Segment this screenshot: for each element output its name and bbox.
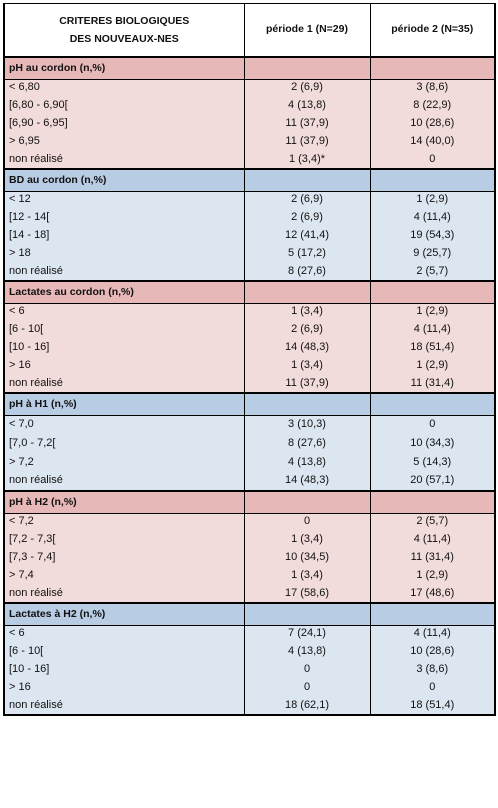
- section-spacer-cell: [370, 603, 495, 625]
- section-title: BD au cordon (n,%): [4, 169, 244, 191]
- section-header-row: [4, 491, 495, 513]
- period-1-value: 1 (3,4)*: [244, 151, 370, 169]
- table-row: [4, 434, 495, 453]
- row-label: [6 - 10[: [4, 643, 244, 661]
- period-1-value: 11 (37,9): [244, 115, 370, 133]
- period-1-value: 4 (13,8): [244, 453, 370, 472]
- table-row: [4, 472, 495, 491]
- header-period-2: période 2 (N=35): [370, 4, 495, 58]
- row-label: non réalisé: [4, 472, 244, 491]
- period-1-value: 1 (3,4): [244, 357, 370, 375]
- row-label: non réalisé: [4, 697, 244, 715]
- section-header-row: [4, 603, 495, 625]
- period-2-value: 0: [370, 679, 495, 697]
- period-2-value: 9 (25,7): [370, 245, 495, 263]
- section-spacer-cell: [244, 491, 370, 513]
- period-2-value: 20 (57,1): [370, 472, 495, 491]
- row-label: < 7,0: [4, 415, 244, 434]
- table-row: [4, 339, 495, 357]
- period-1-value: 14 (48,3): [244, 472, 370, 491]
- table-row: [4, 679, 495, 697]
- period-2-value: 3 (8,6): [370, 79, 495, 97]
- table-row: [4, 303, 495, 321]
- period-2-value: 0: [370, 415, 495, 434]
- table-row: [4, 321, 495, 339]
- row-label: < 6: [4, 625, 244, 643]
- period-1-value: 1 (3,4): [244, 531, 370, 549]
- table-row: [4, 227, 495, 245]
- section-title: Lactates à H2 (n,%): [4, 603, 244, 625]
- table-row: [4, 115, 495, 133]
- row-label: < 12: [4, 191, 244, 209]
- section-header-row: [4, 57, 495, 79]
- table-row: [4, 453, 495, 472]
- period-1-value: 2 (6,9): [244, 209, 370, 227]
- row-label: > 18: [4, 245, 244, 263]
- section-spacer-cell: [244, 169, 370, 191]
- period-2-value: 11 (31,4): [370, 375, 495, 393]
- row-label: [6 - 10[: [4, 321, 244, 339]
- table-row: [4, 263, 495, 281]
- table-row: [4, 585, 495, 603]
- period-1-value: 7 (24,1): [244, 625, 370, 643]
- section-spacer-cell: [370, 491, 495, 513]
- biological-criteria-table: [3, 3, 496, 716]
- period-1-value: 2 (6,9): [244, 79, 370, 97]
- header-row: [4, 4, 495, 58]
- header-criteria-line2: DES NOUVEAUX-NES: [69, 33, 179, 45]
- table-row: [4, 97, 495, 115]
- row-label: [6,90 - 6,95]: [4, 115, 244, 133]
- section-title: pH à H1 (n,%): [4, 393, 244, 415]
- table-row: [4, 531, 495, 549]
- table-row: [4, 567, 495, 585]
- period-2-value: 5 (14,3): [370, 453, 495, 472]
- table-row: [4, 415, 495, 434]
- period-1-value: 17 (58,6): [244, 585, 370, 603]
- row-label: non réalisé: [4, 375, 244, 393]
- row-label: < 7,2: [4, 513, 244, 531]
- row-label: non réalisé: [4, 151, 244, 169]
- period-1-value: 8 (27,6): [244, 263, 370, 281]
- section-spacer-cell: [244, 603, 370, 625]
- period-2-value: 8 (22,9): [370, 97, 495, 115]
- section-title: pH à H2 (n,%): [4, 491, 244, 513]
- section-header-row: [4, 281, 495, 303]
- table-row: [4, 79, 495, 97]
- period-1-value: 12 (41,4): [244, 227, 370, 245]
- row-label: > 7,2: [4, 453, 244, 472]
- section-header-row: [4, 169, 495, 191]
- period-1-value: 0: [244, 661, 370, 679]
- period-1-value: 0: [244, 513, 370, 531]
- period-2-value: 11 (31,4): [370, 549, 495, 567]
- table-row: [4, 151, 495, 169]
- period-1-value: 2 (6,9): [244, 191, 370, 209]
- period-2-value: 4 (11,4): [370, 625, 495, 643]
- period-2-value: 18 (51,4): [370, 339, 495, 357]
- period-1-value: 0: [244, 679, 370, 697]
- row-label: [7,0 - 7,2[: [4, 434, 244, 453]
- section-spacer-cell: [244, 57, 370, 79]
- row-label: > 6,95: [4, 133, 244, 151]
- table-row: [4, 661, 495, 679]
- section-title: pH au cordon (n,%): [4, 57, 244, 79]
- period-2-value: 3 (8,6): [370, 661, 495, 679]
- row-label: [7,3 - 7,4]: [4, 549, 244, 567]
- header-criteria: [4, 4, 244, 58]
- table-row: [4, 643, 495, 661]
- header-criteria-line1: CRITERES BIOLOGIQUES: [59, 15, 190, 27]
- section-header-row: [4, 393, 495, 415]
- period-2-value: 2 (5,7): [370, 263, 495, 281]
- row-label: < 6: [4, 303, 244, 321]
- section-spacer-cell: [370, 57, 495, 79]
- table-row: [4, 133, 495, 151]
- period-1-value: 10 (34,5): [244, 549, 370, 567]
- period-1-value: 4 (13,8): [244, 97, 370, 115]
- period-1-value: 1 (3,4): [244, 567, 370, 585]
- period-1-value: 3 (10,3): [244, 415, 370, 434]
- period-1-value: 4 (13,8): [244, 643, 370, 661]
- table-row: [4, 513, 495, 531]
- table-row: [4, 245, 495, 263]
- row-label: [7,2 - 7,3[: [4, 531, 244, 549]
- period-2-value: 0: [370, 151, 495, 169]
- row-label: < 6,80: [4, 79, 244, 97]
- row-label: non réalisé: [4, 585, 244, 603]
- row-label: [14 - 18]: [4, 227, 244, 245]
- period-2-value: 1 (2,9): [370, 567, 495, 585]
- period-2-value: 10 (28,6): [370, 115, 495, 133]
- row-label: [10 - 16]: [4, 339, 244, 357]
- period-2-value: 1 (2,9): [370, 357, 495, 375]
- period-1-value: 8 (27,6): [244, 434, 370, 453]
- row-label: [12 - 14[: [4, 209, 244, 227]
- table-row: [4, 357, 495, 375]
- period-1-value: 2 (6,9): [244, 321, 370, 339]
- period-1-value: 1 (3,4): [244, 303, 370, 321]
- table-row: [4, 549, 495, 567]
- period-2-value: 2 (5,7): [370, 513, 495, 531]
- section-spacer-cell: [244, 393, 370, 415]
- section-spacer-cell: [370, 281, 495, 303]
- section-title: Lactates au cordon (n,%): [4, 281, 244, 303]
- period-2-value: 17 (48,6): [370, 585, 495, 603]
- section-spacer-cell: [370, 393, 495, 415]
- row-label: [10 - 16]: [4, 661, 244, 679]
- period-1-value: 18 (62,1): [244, 697, 370, 715]
- period-1-value: 11 (37,9): [244, 375, 370, 393]
- table-row: [4, 375, 495, 393]
- table-row: [4, 191, 495, 209]
- period-2-value: 1 (2,9): [370, 191, 495, 209]
- table-row: [4, 209, 495, 227]
- table-row: [4, 697, 495, 715]
- period-2-value: 4 (11,4): [370, 531, 495, 549]
- header-period-1: période 1 (N=29): [244, 4, 370, 58]
- period-2-value: 10 (28,6): [370, 643, 495, 661]
- section-spacer-cell: [244, 281, 370, 303]
- period-1-value: 14 (48,3): [244, 339, 370, 357]
- row-label: > 16: [4, 357, 244, 375]
- row-label: > 16: [4, 679, 244, 697]
- period-2-value: 1 (2,9): [370, 303, 495, 321]
- period-1-value: 5 (17,2): [244, 245, 370, 263]
- row-label: > 7,4: [4, 567, 244, 585]
- table-body: [4, 57, 495, 715]
- table-row: [4, 625, 495, 643]
- period-2-value: 14 (40,0): [370, 133, 495, 151]
- results-table-wrapper: [3, 3, 494, 716]
- row-label: non réalisé: [4, 263, 244, 281]
- period-2-value: 10 (34,3): [370, 434, 495, 453]
- period-2-value: 4 (11,4): [370, 321, 495, 339]
- period-2-value: 18 (51,4): [370, 697, 495, 715]
- period-2-value: 19 (54,3): [370, 227, 495, 245]
- row-label: [6,80 - 6,90[: [4, 97, 244, 115]
- period-1-value: 11 (37,9): [244, 133, 370, 151]
- section-spacer-cell: [370, 169, 495, 191]
- period-2-value: 4 (11,4): [370, 209, 495, 227]
